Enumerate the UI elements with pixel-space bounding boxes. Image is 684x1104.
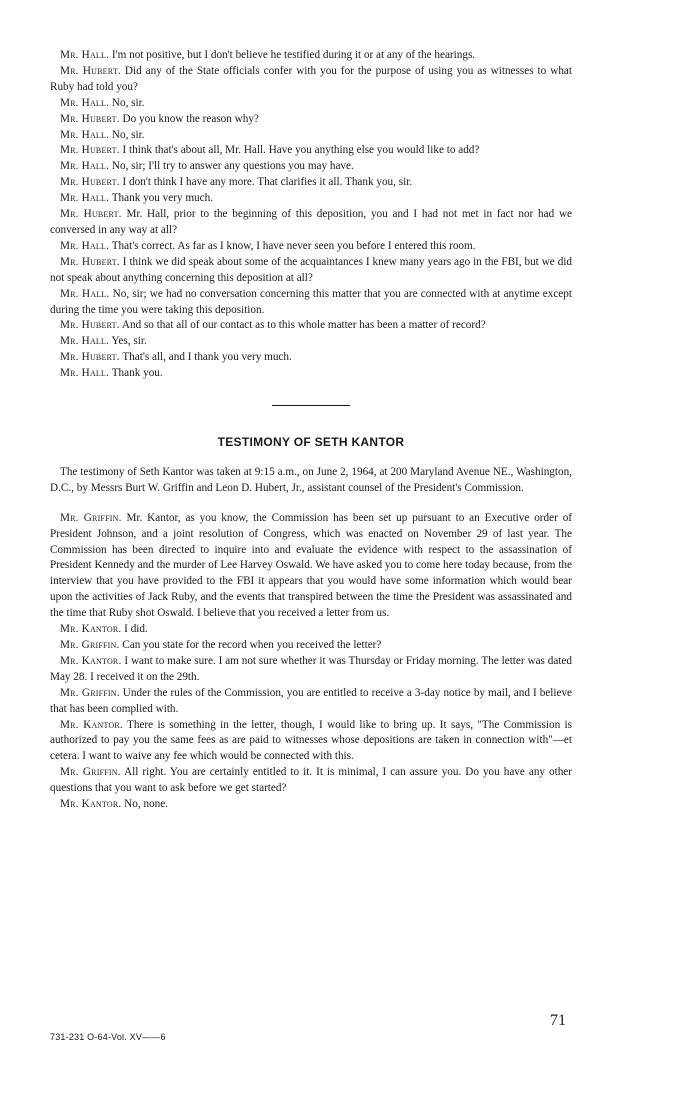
dialogue-text: Mr. Hall, prior to the beginning of this deposition, you and I had not met in fact nor had we conversed in any way at all?	[50, 208, 572, 236]
page-number: 71	[550, 1012, 566, 1029]
dialogue-line	[50, 638, 572, 654]
dialogue-text: Did any of the State officials confer with you for the purpose of using you as witnesses to what Ruby had told you?	[50, 64, 573, 93]
dialogue-line	[50, 239, 572, 255]
dialogue-line	[50, 797, 572, 813]
dialogue-text: I think that's about all, Mr. Hall. Have you anything else you would like to add?	[122, 144, 480, 157]
dialogue-text: All right. You are certainly entitled to it. It is minimal, I can assure you. Do you have any other questions that you want to ask before we get started?	[50, 766, 572, 795]
speaker-name: Mr. Kantor.	[60, 798, 122, 811]
dialogue-line	[50, 511, 572, 622]
dialogue-line	[50, 64, 572, 96]
dialogue-text: That's all, and I thank you very much.	[122, 351, 292, 364]
speaker-name: Mr. Hall.	[60, 160, 110, 173]
dialogue-text: Thank you.	[111, 367, 163, 380]
speaker-name: Mr. Hall.	[60, 367, 110, 380]
dialogue-line	[50, 334, 572, 350]
speaker-name: Mr. Hall.	[60, 192, 110, 205]
dialogue-text: Under the rules of the Commission, you are entitled to receive a 3-day notice by mail, and I believe that has been complied with.	[50, 686, 573, 715]
dialogue-line	[50, 175, 572, 191]
dialogue-line	[50, 159, 572, 175]
dialogue-line	[50, 318, 572, 334]
section-divider	[272, 405, 350, 406]
testimony-intro: The testimony of Seth Kantor was taken at 9:15 a.m., on June 2, 1964, at 200 Maryland Avenue NE., Washington, D.C., by Messrs Burt W. Griffin and Leon D. Hubert, Jr., assistant counsel of the President's Commission.	[50, 465, 572, 494]
dialogue-text: Mr. Kantor, as you know, the Commission has been set up pursuant to an Executive order of President Johnson, and a joint resolution of Congress, which was enacted on November 29 of last year. The Commission has been directed to inquire into and evaluate the evidence with respect to the assassination of President Kennedy and the murder of Lee Harvey Oswald. We have asked you to come here today because, from the interview that you have provided to the FBI it appears that you would have some information which would bear upon the activities of Jack Ruby, and the events that transpired between the time the President was assassinated and the time that Ruby shot Oswald. I believe that you received a letter from us.	[50, 511, 573, 620]
document-page	[50, 48, 572, 813]
dialogue-text: Can you state for the record when you received the letter?	[122, 639, 382, 651]
speaker-name: Mr. Hall.	[60, 96, 110, 109]
dialogue-line	[50, 350, 572, 366]
speaker-name: Mr. Griffin.	[60, 511, 122, 524]
testimony-heading: TESTIMONY OF SETH KANTOR	[217, 435, 405, 450]
speaker-name: Mr. Griffin.	[60, 639, 120, 651]
kantor-testimony	[50, 511, 572, 813]
dialogue-text: I want to make sure. I am not sure whether it was Thursday or Friday morning. The letter was dated May 28. I received it on the 29th.	[50, 654, 572, 683]
speaker-name: Mr. Hubert.	[60, 144, 120, 157]
dialogue-line	[50, 128, 572, 144]
dialogue-line	[50, 48, 572, 64]
dialogue-text: No, sir; I'll try to answer any questions you may have.	[111, 160, 354, 173]
dialogue-line	[50, 686, 572, 718]
dialogue-text: No, sir.	[111, 96, 145, 109]
speaker-name: Mr. Kantor.	[60, 718, 123, 731]
dialogue-line	[50, 112, 572, 128]
speaker-name: Mr. Hubert.	[60, 351, 120, 364]
speaker-name: Mr. Hall.	[60, 128, 110, 141]
dialogue-text: Thank you very much.	[111, 192, 214, 205]
dialogue-text: I don't think I have any more. That clarifies it all. Thank you, sir.	[122, 176, 413, 189]
speaker-name: Mr. Hubert.	[60, 64, 121, 77]
dialogue-text: I think we did speak about some of the acquaintances I knew many years ago in the FBI, but we did not speak about anything concerning this deposition at all?	[50, 255, 573, 284]
dialogue-text: There is something in the letter, though, I would like to bring up. It says, "The Commission is authorized to pay you the same fees as are paid to witnesses whose depositions are taken in connection with"—et cetera. I want to waive any fee which would be connected with this.	[50, 718, 572, 763]
speaker-name: Mr. Hubert.	[60, 255, 120, 268]
speaker-name: Mr. Griffin.	[60, 686, 120, 699]
dialogue-line	[50, 96, 572, 112]
dialogue-text: No, sir.	[111, 128, 145, 141]
dialogue-text: And so that all of our contact as to this whole matter has been a matter of record?	[121, 319, 486, 332]
dialogue-text: No, sir; we had no conversation concerning this matter that you are connected with at anytime except during the time you were taking this deposition.	[50, 287, 572, 316]
dialogue-line	[50, 622, 572, 638]
dialogue-line	[50, 718, 572, 766]
speaker-name: Mr. Hubert.	[60, 208, 122, 221]
dialogue-text: No, none.	[124, 798, 168, 811]
dialogue-line	[50, 287, 572, 319]
speaker-name: Mr. Kantor.	[60, 654, 122, 667]
dialogue-line	[50, 255, 572, 287]
dialogue-line	[50, 654, 572, 686]
speaker-name: Mr. Hubert.	[60, 319, 120, 332]
dialogue-text: I'm not positive, but I don't believe he testified during it or at any of the hearings.	[111, 49, 476, 61]
speaker-name: Mr. Hubert.	[60, 176, 120, 189]
dialogue-text: That's correct. As far as I know, I have never seen you before I entered this room.	[111, 239, 476, 252]
dialogue-line	[50, 191, 572, 207]
dialogue-text: Yes, sir.	[111, 335, 147, 348]
speaker-name: Mr. Hall.	[60, 239, 110, 252]
hall-deposition-conclusion	[50, 48, 572, 382]
speaker-name: Mr. Hall.	[60, 287, 110, 300]
speaker-name: Mr. Kantor.	[60, 623, 122, 636]
speaker-name: Mr. Hubert.	[60, 112, 120, 125]
speaker-name: Mr. Hall.	[60, 49, 110, 61]
speaker-name: Mr. Hall.	[60, 335, 110, 348]
footer-print-code: 731-231 O-64-Vol. XV——6	[50, 1032, 166, 1042]
dialogue-text: I did.	[124, 623, 148, 636]
dialogue-line	[50, 143, 572, 159]
dialogue-line	[50, 207, 572, 239]
dialogue-text: Do you know the reason why?	[122, 112, 259, 125]
speaker-name: Mr. Griffin.	[60, 766, 121, 779]
dialogue-line	[50, 765, 572, 797]
dialogue-line	[50, 366, 572, 382]
